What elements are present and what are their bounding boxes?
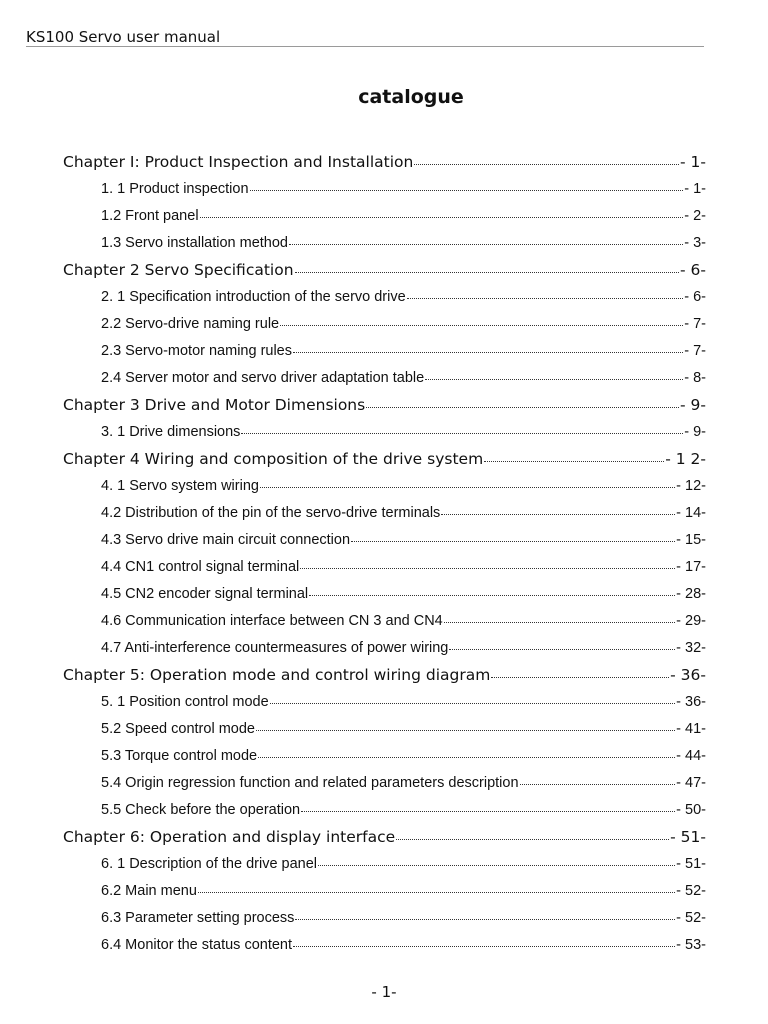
toc-dot-leader — [449, 648, 675, 650]
toc-entry-title: 2.3 Servo-motor naming rules — [101, 343, 292, 359]
toc-entry-page: - 6- — [684, 289, 706, 305]
toc-dot-leader — [256, 729, 675, 731]
toc-entry-page: - 1 2- — [665, 450, 706, 468]
toc-dot-leader — [520, 783, 676, 785]
toc-entry-page: - 12- — [676, 478, 706, 494]
toc-entry-title: 4.5 CN2 encoder signal terminal — [101, 586, 309, 602]
toc-entry-page: - 51- — [670, 828, 706, 846]
toc-entry-page: - 32- — [676, 640, 706, 656]
toc-section-entry[interactable] — [101, 691, 706, 713]
toc-dot-leader — [300, 567, 675, 569]
toc-chapter-entry[interactable] — [63, 448, 706, 470]
toc-section-entry[interactable] — [101, 583, 706, 605]
toc-dot-leader — [250, 189, 684, 191]
toc-section-entry[interactable] — [101, 313, 706, 335]
toc-entry-title: 6.2 Main menu — [101, 883, 197, 899]
toc-entry-page: - 3- — [684, 235, 706, 251]
toc-dot-leader — [366, 406, 679, 408]
toc-section-entry[interactable] — [101, 934, 706, 956]
toc-section-entry[interactable] — [101, 637, 706, 659]
toc-section-entry[interactable] — [101, 772, 706, 794]
toc-section-entry[interactable] — [101, 880, 706, 902]
toc-entry-title: 4.3 Servo drive main circuit connection — [101, 532, 351, 548]
toc-entry-page: - 9- — [684, 424, 706, 440]
toc-entry-title: 6.3 Parameter setting process — [101, 910, 295, 926]
toc-entry-title: 6.4 Monitor the status content — [101, 937, 293, 953]
toc-dot-leader — [270, 702, 676, 704]
toc-entry-page: - 8- — [684, 370, 706, 386]
toc-entry-page: - 53- — [676, 937, 706, 953]
toc-entry-page: - 9- — [680, 396, 706, 414]
toc-dot-leader — [293, 945, 675, 947]
header-title: KS100 Servo user manual — [26, 28, 221, 46]
toc-section-entry[interactable] — [101, 421, 706, 443]
toc-entry-title: Chapter I: Product Inspection and Installation — [63, 153, 414, 171]
toc-entry-title: 5.2 Speed control mode — [101, 721, 255, 737]
toc-dot-leader — [295, 918, 675, 920]
toc-dot-leader — [425, 378, 683, 380]
toc-dot-leader — [396, 838, 669, 840]
toc-section-entry[interactable] — [101, 286, 706, 308]
toc-entry-title: 5. 1 Position control mode — [101, 694, 269, 710]
toc-entry-page: - 29- — [676, 613, 706, 629]
toc-dot-leader — [491, 676, 669, 678]
toc-chapter-entry[interactable] — [63, 151, 706, 173]
toc-entry-title: 6. 1 Description of the drive panel — [101, 856, 318, 872]
toc-dot-leader — [309, 594, 675, 596]
toc-entry-title: Chapter 4 Wiring and composition of the drive system — [63, 450, 484, 468]
toc-section-entry[interactable] — [101, 907, 706, 929]
toc-dot-leader — [293, 351, 683, 353]
toc-section-entry[interactable] — [101, 610, 706, 632]
toc-entry-page: - 2- — [684, 208, 706, 224]
toc-dot-leader — [280, 324, 683, 326]
toc-chapter-entry[interactable] — [63, 394, 706, 416]
toc-entry-page: - 36- — [676, 694, 706, 710]
toc-entry-title: 2.2 Servo-drive naming rule — [101, 316, 280, 332]
toc-section-entry[interactable] — [101, 799, 706, 821]
toc-dot-leader — [295, 271, 679, 273]
toc-entry-title: Chapter 6: Operation and display interface — [63, 828, 396, 846]
toc-entry-title: 5.3 Torque control mode — [101, 748, 258, 764]
toc-entry-title: Chapter 2 Servo Specification — [63, 261, 294, 279]
page-title: catalogue — [358, 86, 464, 108]
toc-entry-page: - 7- — [684, 316, 706, 332]
toc-entry-title: 1.3 Servo installation method — [101, 235, 288, 251]
toc-entry-page: - 36- — [670, 666, 706, 684]
toc-dot-leader — [260, 486, 675, 488]
toc-entry-page: - 51- — [676, 856, 706, 872]
toc-entry-title: 1.2 Front panel — [101, 208, 199, 224]
toc-entry-title: 4.7 Anti-interference countermeasures of power wiring — [101, 640, 449, 656]
toc-dot-leader — [258, 756, 675, 758]
toc-entry-page: - 41- — [676, 721, 706, 737]
toc-dot-leader — [241, 432, 683, 434]
toc-entry-page: - 14- — [676, 505, 706, 521]
toc-section-entry[interactable] — [101, 475, 706, 497]
toc-section-entry[interactable] — [101, 502, 706, 524]
toc-chapter-entry[interactable] — [63, 664, 706, 686]
toc-dot-leader — [441, 513, 675, 515]
toc-entry-title: 5.4 Origin regression function and related parameters description — [101, 775, 519, 791]
toc-entry-title: 2. 1 Specification introduction of the servo drive — [101, 289, 406, 305]
toc-dot-leader — [414, 163, 679, 165]
toc-entry-title: Chapter 3 Drive and Motor Dimensions — [63, 396, 366, 414]
toc-section-entry[interactable] — [101, 232, 706, 254]
toc-chapter-entry[interactable] — [63, 826, 706, 848]
toc-section-entry[interactable] — [101, 340, 706, 362]
toc-section-entry[interactable] — [101, 178, 706, 200]
toc-entry-title: 4.2 Distribution of the pin of the servo-drive terminals — [101, 505, 441, 521]
toc-entry-title: 4.4 CN1 control signal terminal — [101, 559, 300, 575]
page-number: - 1- — [371, 983, 397, 1001]
toc-entry-page: - 1- — [680, 153, 706, 171]
toc-dot-leader — [198, 891, 675, 893]
toc-entry-title: 4.6 Communication interface between CN 3 and CN4 — [101, 613, 443, 629]
toc-section-entry[interactable] — [101, 745, 706, 767]
toc-section-entry[interactable] — [101, 367, 706, 389]
toc-section-entry[interactable] — [101, 718, 706, 740]
toc-entry-title: 1. 1 Product inspection — [101, 181, 249, 197]
toc-dot-leader — [200, 216, 684, 218]
toc-dot-leader — [301, 810, 675, 812]
toc-entry-page: - 50- — [676, 802, 706, 818]
toc-dot-leader — [289, 243, 683, 245]
toc-entry-page: - 52- — [676, 883, 706, 899]
toc-entry-title: 5.5 Check before the operation — [101, 802, 301, 818]
toc-entry-page: - 15- — [676, 532, 706, 548]
toc-entry-page: - 6- — [680, 261, 706, 279]
toc-entry-title: Chapter 5: Operation mode and control wiring diagram — [63, 666, 491, 684]
toc-entry-page: - 1- — [684, 181, 706, 197]
toc-entry-page: - 44- — [676, 748, 706, 764]
toc-section-entry[interactable] — [101, 556, 706, 578]
toc-entry-page: - 28- — [676, 586, 706, 602]
toc-dot-leader — [407, 297, 684, 299]
toc-dot-leader — [351, 540, 675, 542]
toc-chapter-entry[interactable] — [63, 259, 706, 281]
toc-entry-page: - 47- — [676, 775, 706, 791]
toc-section-entry[interactable] — [101, 853, 706, 875]
toc-entry-title: 3. 1 Drive dimensions — [101, 424, 241, 440]
toc-dot-leader — [318, 864, 675, 866]
toc-section-entry[interactable] — [101, 205, 706, 227]
toc-entry-page: - 52- — [676, 910, 706, 926]
toc-entry-title: 2.4 Server motor and servo driver adaptation table — [101, 370, 425, 386]
toc-entry-page: - 17- — [676, 559, 706, 575]
toc-section-entry[interactable] — [101, 529, 706, 551]
toc-entry-title: 4. 1 Servo system wiring — [101, 478, 259, 494]
toc-dot-leader — [444, 621, 675, 623]
toc-dot-leader — [484, 460, 664, 462]
toc-entry-page: - 7- — [684, 343, 706, 359]
